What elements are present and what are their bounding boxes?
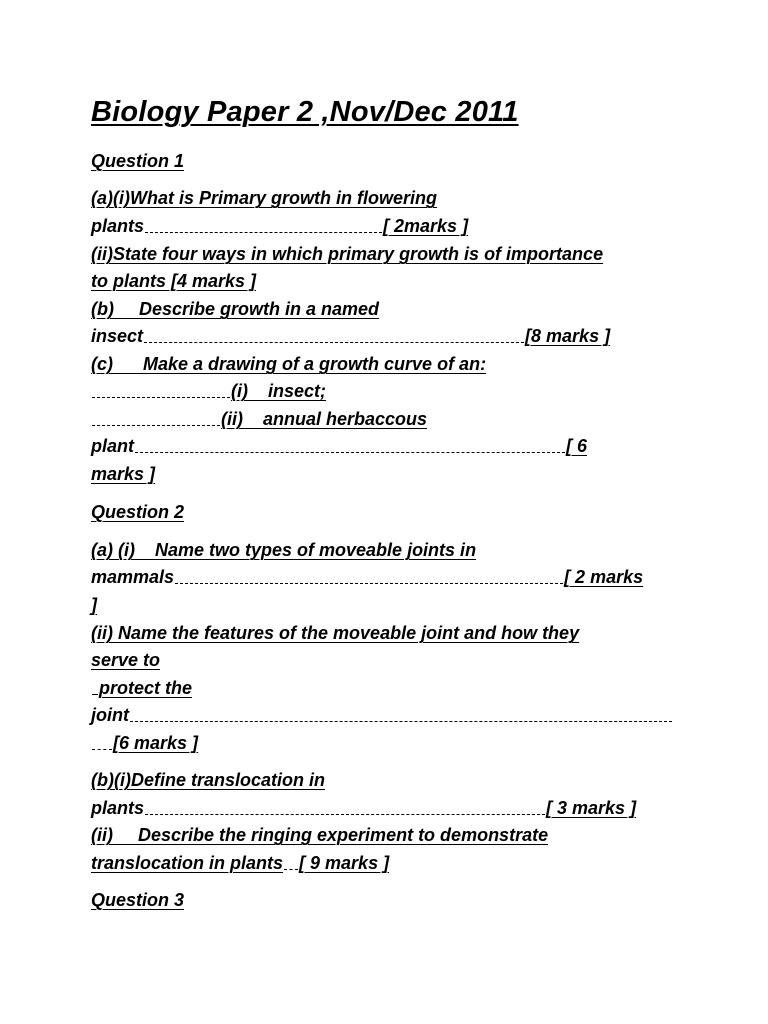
q2-a-ii-line2 <box>91 647 160 671</box>
q2-a-ii-line3 <box>91 675 192 699</box>
q2-b-ii-marks: [ 9 marks ] <box>299 853 390 873</box>
q2-a-ii-text: (ii) Name the features of the moveable joint and how they <box>91 623 580 643</box>
q2-a-ii-line5 <box>91 730 198 754</box>
q1-a-i-line2 <box>91 213 468 237</box>
answer-line <box>144 342 524 343</box>
answer-line <box>145 232 382 233</box>
answer-line <box>145 814 545 815</box>
q2-a-i-line2 <box>91 564 643 588</box>
q1-b-word: insect <box>91 326 144 346</box>
q1-a-ii-text: (ii)State four ways in which primary growth is of importance <box>91 244 604 264</box>
q2-b-i-marks: [ 3 marks ] <box>546 798 637 818</box>
q2-a-ii-line4 <box>91 702 673 726</box>
q2-b-ii-line1 <box>91 822 548 846</box>
q2-b-ii-line2 <box>91 850 389 874</box>
q2-a-i-word: mammals <box>91 567 175 587</box>
q1-a-ii-line1 <box>91 241 603 265</box>
q1-a-i-word: plants <box>91 216 145 236</box>
page-title: Biology Paper 2 ,Nov/Dec 2011 <box>91 96 519 128</box>
indent-line <box>92 749 112 750</box>
q1-c-ii-text: (ii) annual herbaccous <box>221 409 428 429</box>
q1-a-ii-line2 <box>91 268 256 292</box>
answer-line <box>130 721 672 722</box>
question-1-heading <box>91 148 184 172</box>
q1-c-line1 <box>91 351 486 375</box>
q2-b-i-word: plants <box>91 798 145 818</box>
question-2-heading <box>91 499 184 523</box>
q1-b-text: (b) Describe growth in a named <box>91 299 380 319</box>
q1-a-i-text: (a)(i)What is Primary growth in flowering <box>91 188 438 208</box>
q2-a-ii-marks: [6 marks ] <box>113 733 199 753</box>
q1-a-ii-text2: to plants [4 marks ] <box>91 271 257 291</box>
q2-a-ii-text2: serve to <box>91 650 161 670</box>
q2-a-i-line3 <box>91 592 97 616</box>
q2-a-i-marks-cont: ] <box>91 595 97 615</box>
q2-a-ii-text3: protect the <box>99 678 193 698</box>
q1-a-i-line1 <box>91 185 437 209</box>
q2-b-i-text: (b)(i)Define translocation in <box>91 770 325 790</box>
q1-c-i-text: (i) insect; <box>231 381 327 401</box>
q1-b-line1 <box>91 296 379 320</box>
q1-c-plant-word: plant <box>91 436 134 456</box>
q2-a-i-line1 <box>91 537 476 561</box>
q1-c-marks: [ 6 <box>566 436 588 456</box>
q2-b-ii-text2: translocation in plants <box>91 853 284 873</box>
answer-line <box>284 869 298 870</box>
indent-line <box>92 397 230 398</box>
q1-c-text: (c) Make a drawing of a growth curve of an: <box>91 354 487 374</box>
q2-b-ii-text: (ii) Describe the ringing experiment to demonstrate <box>91 825 549 845</box>
indent-line <box>92 425 220 426</box>
question-3-heading-text: Question 3 <box>91 890 185 910</box>
q2-a-i-text: (a) (i) Name two types of moveable joints in <box>91 540 477 560</box>
question-2-heading-text: Question 2 <box>91 502 185 522</box>
q2-b-i-line1 <box>91 767 325 791</box>
q1-c-marks-line <box>91 461 155 485</box>
q1-b-marks: [8 marks ] <box>525 326 611 346</box>
q2-a-ii-line1 <box>91 620 579 644</box>
q1-c-plant-line <box>91 433 587 457</box>
q1-b-line2 <box>91 323 610 347</box>
q2-b-i-line2 <box>91 795 636 819</box>
question-1-heading-text: Question 1 <box>91 151 185 171</box>
answer-line <box>175 583 563 584</box>
q1-c-i-line <box>91 378 326 402</box>
q1-c-marks-cont: marks ] <box>91 464 156 484</box>
q2-a-ii-word: joint <box>91 705 129 725</box>
answer-line <box>135 452 565 453</box>
question-3-heading <box>91 887 184 911</box>
q2-a-i-marks: [ 2 marks <box>564 567 644 587</box>
indent-line <box>92 694 98 695</box>
q1-c-ii-line <box>91 406 427 430</box>
q1-a-i-marks: [ 2marks ] <box>383 216 469 236</box>
